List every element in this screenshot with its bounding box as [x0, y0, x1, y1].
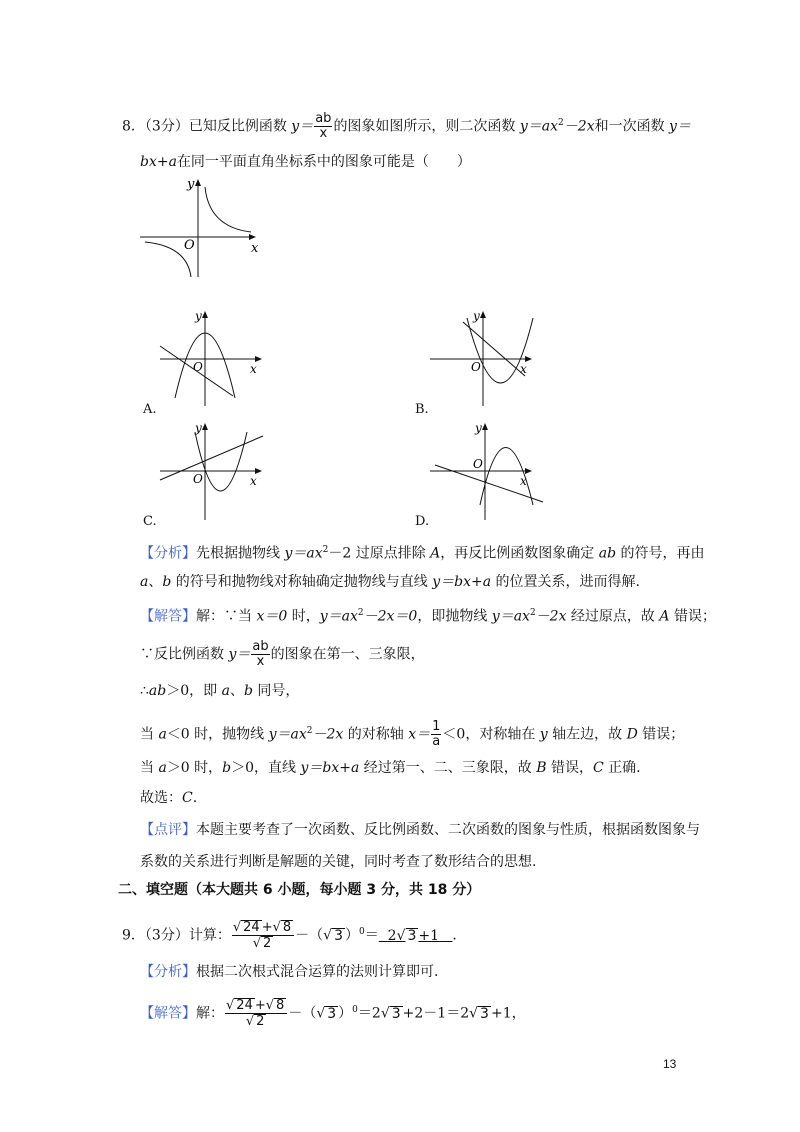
option-b-label[interactable]: B.: [415, 402, 429, 417]
review8-line-2: 系数的关系进行判断是解题的关键，同时考查了数形结合的思想.: [140, 854, 537, 870]
solution-tag: 【解答】: [140, 608, 196, 625]
svg-text:x: x: [520, 362, 527, 376]
svg-text:y: y: [195, 421, 202, 435]
svg-text:x: x: [250, 362, 257, 376]
q8-line-2: bx+a在同一平面直角坐标系中的图象可能是（ ）: [140, 154, 471, 170]
solution8-line-3: ∴ab＞0，即 a、b 同号，: [140, 683, 300, 699]
option-c-label[interactable]: C.: [143, 514, 157, 529]
svg-text:y: y: [195, 309, 202, 323]
svg-text:y: y: [473, 309, 480, 323]
option-a-graph: [155, 308, 275, 408]
q8-line-1: 8．（3分）已知反比例函数 y＝ $\frac{ab}{x}$ 的图象如图所示，则二次函数 $y=ax^2-2x$和一次函数 y＝: [122, 111, 691, 141]
svg-text:y: y: [187, 177, 195, 192]
q8-reference-graph: [135, 172, 265, 282]
q8-fraction: $\frac{ab}{x}$: [315, 111, 332, 141]
svg-text:O: O: [193, 472, 203, 486]
q9-answer: 2√ 3 +1: [387, 927, 440, 944]
svg-text:x: x: [250, 474, 257, 488]
svg-text:x: x: [251, 241, 259, 256]
solution8-line-6: 故选：C.: [140, 790, 198, 806]
svg-text:O: O: [193, 360, 203, 374]
q9-fraction: $\frac{√ 24 +√ 8}{√ 2}$: [232, 920, 294, 951]
page-number: 13: [663, 1057, 677, 1071]
review8-line-1: 【点评】本题主要考查了一次函数、反比例函数、二次函数的图象与性质，根据函数图象与: [140, 822, 700, 838]
solution9-line: 【解答】解： $\frac{√ 24 +√ 8}{√ 2}$ －（√ 3 ）$^0$＝2√ 3 +2－1＝2√ 3 +1，: [140, 998, 526, 1030]
svg-text:O: O: [184, 238, 195, 253]
svg-text:O: O: [471, 360, 481, 374]
q9-line: 9．（3分）计算： $\frac{√ 24 +√ 8}{√ 2}$ －（√ 3 ）$^0$＝ 2√ 3 +1 ．: [122, 920, 467, 952]
svg-text:O: O: [473, 457, 483, 471]
solution8-line-5: 当 a＞0 时，b＞0，直线 y＝bx+a 经过第一、二、三象限，故 B 错误，C 正确.: [140, 760, 641, 776]
analysis8-line-1: 【分析】先根据抛物线 $y=ax^2-2$ 过原点排除 A，再反比例函数图象确定 ab 的符号，再由: [140, 545, 705, 562]
analysis8-line-2: a、b 的符号和抛物线对称轴确定抛物线与直线 y＝bx+a 的位置关系，进而得解.: [140, 574, 640, 590]
solution8-line-4: 当 a＜0 时，抛物线 $y=ax^2-2x$ 的对称轴 x＝ $\frac{1}{a}$ ＜0，对称轴在 y 轴左边，故 D 错误；: [140, 719, 685, 749]
solution8-line-2: ∵反比例函数 y＝ $\frac{ab}{x}$ 的图象在第一、三象限，: [140, 639, 425, 669]
option-b-graph: [425, 308, 545, 408]
analysis-tag: 【分析】: [140, 545, 196, 562]
option-d-label[interactable]: D.: [415, 514, 430, 529]
option-c-graph: [155, 420, 275, 525]
solution8-line-1: 【解答】解：∵当 x＝0 时，$y=ax^2-2x=0$，即抛物线 $y=ax^2-2x$ 经过原点，故 A 错误；: [140, 608, 716, 625]
option-a-label[interactable]: A.: [143, 402, 157, 417]
analysis9-line: 【分析】根据二次根式混合运算的法则计算即可.: [140, 964, 439, 980]
solution9-fraction: $\frac{√ 24 +√ 8}{√ 2}$: [225, 998, 287, 1029]
svg-text:y: y: [475, 421, 482, 435]
option-d-graph: [425, 420, 550, 525]
review-tag: 【点评】: [140, 822, 196, 838]
svg-text:x: x: [520, 474, 527, 488]
section-heading: 二、填空题（本大题共 6 小题，每小题 3 分，共 18 分）: [118, 882, 481, 898]
